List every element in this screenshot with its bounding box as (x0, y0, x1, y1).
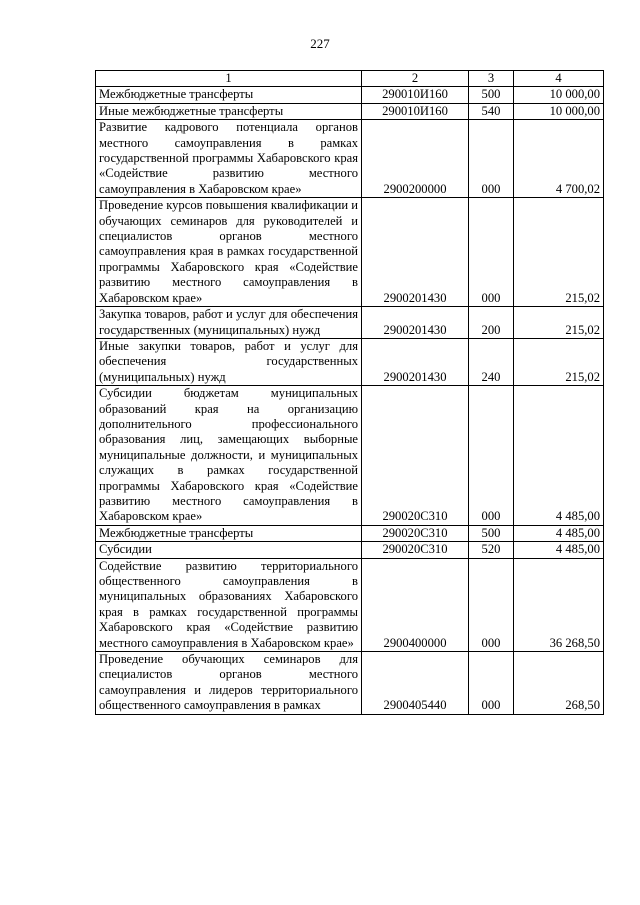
budget-table (95, 70, 604, 715)
row-sum: 215,02 (514, 198, 604, 307)
row-name: Субсидии (96, 542, 362, 558)
row-name: Иные закупки товаров, работ и услуг для обеспечения государственных (муниципальных) нужд (96, 338, 362, 385)
row-code: 290020С310 (362, 542, 469, 558)
row-name: Межбюджетные трансферты (96, 87, 362, 103)
row-name: Проведение обучающих семинаров для специалистов органов местного самоуправления и лидеров территориального общественного самоуправления в рамках (96, 652, 362, 715)
row-kind: 540 (469, 103, 514, 119)
row-name: Иные межбюджетные трансферты (96, 103, 362, 119)
budget-table-body (96, 71, 604, 715)
row-code: 290020С310 (362, 525, 469, 541)
row-kind: 000 (469, 198, 514, 307)
row-code: 2900200000 (362, 120, 469, 198)
row-kind: 520 (469, 542, 514, 558)
row-sum: 4 485,00 (514, 542, 604, 558)
row-code: 2900201430 (362, 307, 469, 339)
row-code: 2900400000 (362, 558, 469, 651)
table-row (96, 198, 604, 307)
row-kind: 500 (469, 525, 514, 541)
row-code: 2900201430 (362, 198, 469, 307)
row-kind: 240 (469, 338, 514, 385)
table-row (96, 120, 604, 198)
row-sum: 215,02 (514, 338, 604, 385)
row-kind: 000 (469, 558, 514, 651)
row-name: Проведение курсов повышения квалификации и обучающих семинаров для руководителей и специалистов органов местного самоуправления края в рамках государственной программы Хабаровского края «Содействие развитию местного самоуправления в Хабаровском крае» (96, 198, 362, 307)
row-name: Закупка товаров, работ и услуг для обеспечения государственных (муниципальных) нужд (96, 307, 362, 339)
row-sum: 4 485,00 (514, 525, 604, 541)
column-header-kind: 3 (469, 71, 514, 87)
row-kind: 500 (469, 87, 514, 103)
table-row (96, 525, 604, 541)
column-header-code: 2 (362, 71, 469, 87)
row-sum: 10 000,00 (514, 103, 604, 119)
column-header-name: 1 (96, 71, 362, 87)
row-name: Субсидии бюджетам муниципальных образований края на организацию дополнительного профессионального образования лиц, замещающих выборные муниципальные должности, и муниципальных служащих в рамках государственной программы Хабаровского края «Содействие развитию местного самоуправления в Хабаровском крае» (96, 386, 362, 526)
page-number: 227 (310, 36, 330, 51)
row-sum: 4 485,00 (514, 386, 604, 526)
row-name: Развитие кадрового потенциала органов местного самоуправления в рамках государственной программы Хабаровского края «Содействие развитию местного самоуправления в Хабаровском крае» (96, 120, 362, 198)
row-code: 290020С310 (362, 386, 469, 526)
row-code: 290010И160 (362, 87, 469, 103)
row-code: 2900405440 (362, 652, 469, 715)
table-row (96, 386, 604, 526)
table-row (96, 338, 604, 385)
row-kind: 200 (469, 307, 514, 339)
row-kind: 000 (469, 652, 514, 715)
table-row (96, 652, 604, 715)
table-row (96, 87, 604, 103)
table-row (96, 103, 604, 119)
row-sum: 10 000,00 (514, 87, 604, 103)
row-name: Межбюджетные трансферты (96, 525, 362, 541)
table-header-row (96, 71, 604, 87)
table-row (96, 307, 604, 339)
row-kind: 000 (469, 386, 514, 526)
table-row (96, 542, 604, 558)
row-sum: 36 268,50 (514, 558, 604, 651)
row-code: 2900201430 (362, 338, 469, 385)
row-sum: 268,50 (514, 652, 604, 715)
row-kind: 000 (469, 120, 514, 198)
table-row (96, 558, 604, 651)
row-code: 290010И160 (362, 103, 469, 119)
row-name: Содействие развитию территориального общественного самоуправления в муниципальных образованиях Хабаровского края в рамках государственной программы Хабаровского края «Содействие развитию местного самоуправления в Хабаровском крае» (96, 558, 362, 651)
row-sum: 4 700,02 (514, 120, 604, 198)
column-header-sum: 4 (514, 71, 604, 87)
row-sum: 215,02 (514, 307, 604, 339)
